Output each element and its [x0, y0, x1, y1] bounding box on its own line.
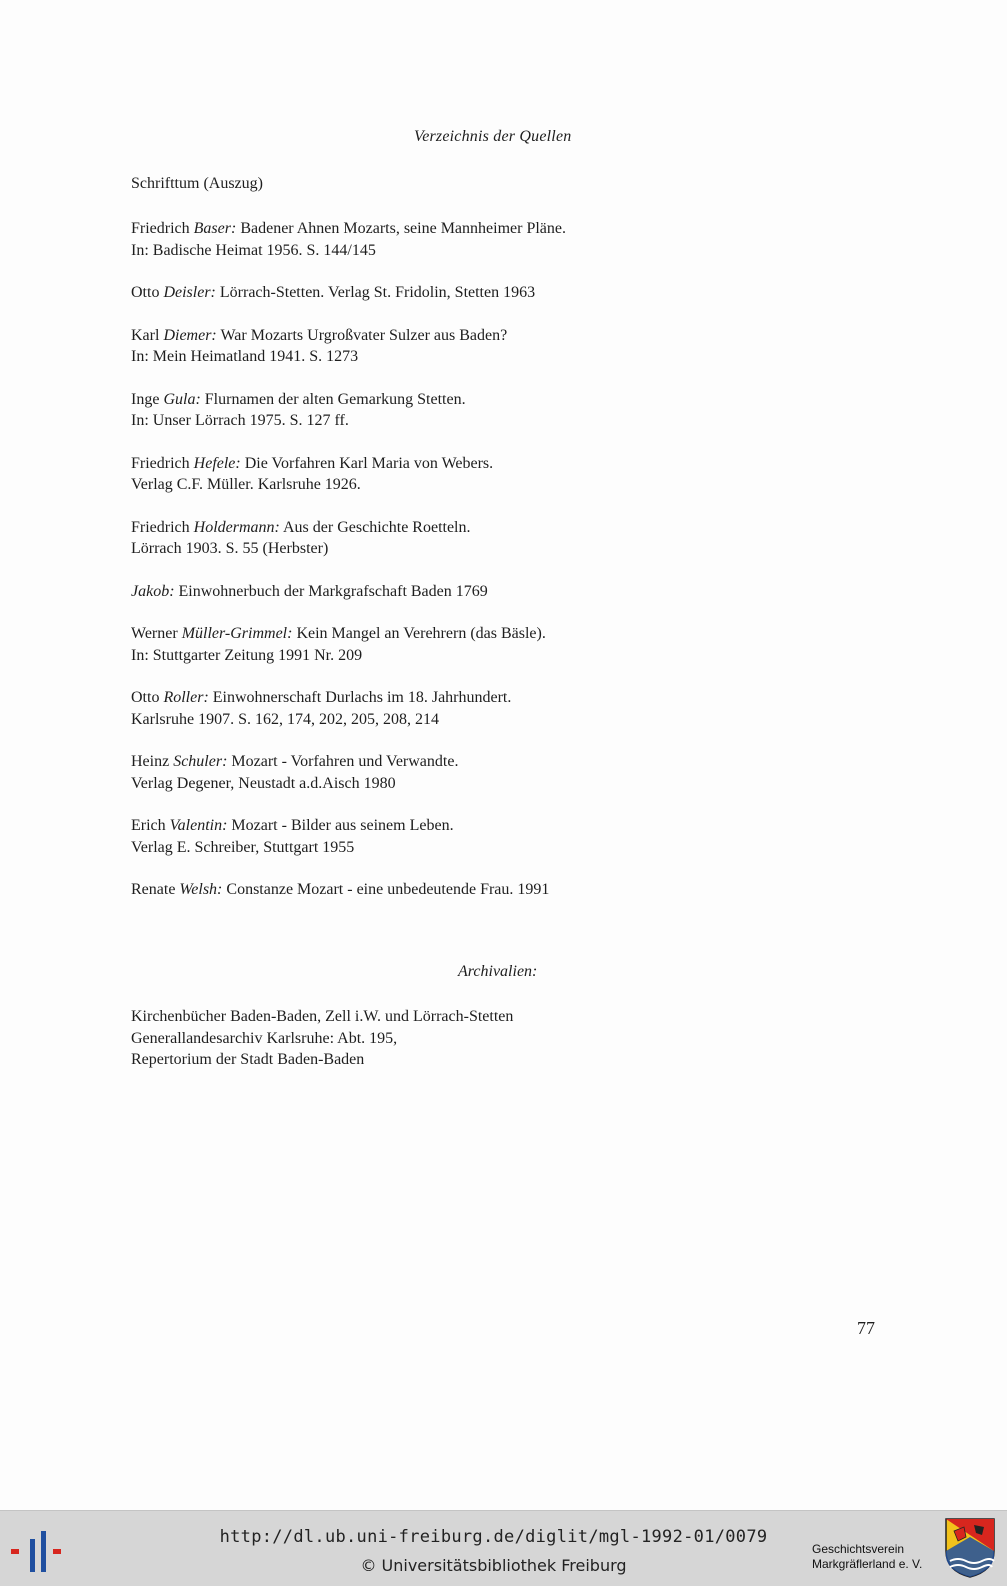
bibliography-entry: Renate Welsh: Constanze Mozart - eine unbedeutende Frau. 1991 — [131, 881, 550, 898]
author-name: Jakob: — [131, 582, 175, 600]
bibliography-entry: Erich Valentin: Mozart - Bilder aus seinem Leben. Verlag E. Schreiber, Stuttgart 1955 — [131, 817, 454, 856]
author-name: Roller: — [163, 689, 209, 706]
archives-line: Kirchenbücher Baden-Baden, Zell i.W. und Lörrach-Stetten — [131, 1008, 514, 1025]
archives-line: Repertorium der Stadt Baden-Baden — [131, 1051, 365, 1068]
author-name: Hefele: — [193, 454, 241, 472]
coat-of-arms-icon — [944, 1517, 996, 1579]
author-name: Deisler: — [163, 284, 216, 301]
archives-heading: Archivalien: — [458, 963, 538, 980]
literature-list — [131, 218, 771, 922]
literature-heading: Schrifttum (Auszug) — [131, 175, 263, 192]
bibliography-entry: Friedrich Hefele: Die Vorfahren Karl Maria von Webers. Verlag C.F. Müller. Karlsruhe 1926. — [131, 454, 494, 493]
bibliography-entry: Otto Deisler: Lörrach-Stetten. Verlag St. Fridolin, Stetten 1963 — [131, 284, 536, 301]
author-name: Holdermann: — [193, 518, 280, 536]
bibliography-entry: Jakob: Einwohnerbuch der Markgrafschaft Baden 1769 — [131, 582, 488, 600]
author-name: Diemer: — [163, 326, 217, 344]
archives-list — [131, 1006, 513, 1071]
author-name: Welsh: — [179, 881, 223, 898]
author-name: Valentin: — [169, 817, 228, 834]
footer-copyright: © Universitätsbibliothek Freiburg — [360, 1556, 627, 1575]
running-title: Verzeichnis der Quellen — [414, 128, 572, 145]
archives-line: Generallandesarchiv Karlsruhe: Abt. 195, — [131, 1029, 398, 1047]
author-name: Müller-Grimmel: — [181, 625, 293, 642]
author-name: Baser: — [193, 220, 237, 237]
page-number: 77 — [857, 1318, 875, 1338]
author-name: Gula: — [163, 390, 201, 408]
bibliography-entry: Otto Roller: Einwohnerschaft Durlachs im 18. Jahrhundert. Karlsruhe 1907. S. 162, 174, 202, 205, 208, 214 — [131, 689, 512, 728]
bibliography-entry: Karl Diemer: War Mozarts Urgroßvater Sulzer aus Baden? In: Mein Heimatland 1941. S. 1273 — [131, 326, 508, 365]
bibliography-entry: Werner Müller-Grimmel: Kein Mangel an Verehrern (das Bäsle). In: Stuttgarter Zeitung 1991 Nr. 209 — [131, 625, 546, 664]
bibliography-entry: Inge Gula: Flurnamen der alten Gemarkung Stetten. In: Unser Lörrach 1975. S. 127 ff. — [131, 390, 466, 429]
bibliography-entry: Heinz Schuler: Mozart - Vorfahren und Verwandte. Verlag Degener, Neustadt a.d.Aisch 1980 — [131, 753, 459, 792]
author-name: Schuler: — [173, 753, 228, 770]
bibliography-entry: Friedrich Holdermann: Aus der Geschichte Roetteln. Lörrach 1903. S. 55 (Herbster) — [131, 518, 471, 557]
footer-bar — [0, 1510, 1007, 1586]
footer-url[interactable]: http://dl.ub.uni-freiburg.de/diglit/mgl-1992-01/0079 — [219, 1527, 768, 1547]
bibliography-entry: Friedrich Baser: Badener Ahnen Mozarts, seine Mannheimer Pläne. In: Badische Heimat 1956. S. 144/145 — [131, 220, 566, 259]
society-name: Geschichtsverein Markgräflerland e. V. — [812, 1542, 923, 1571]
